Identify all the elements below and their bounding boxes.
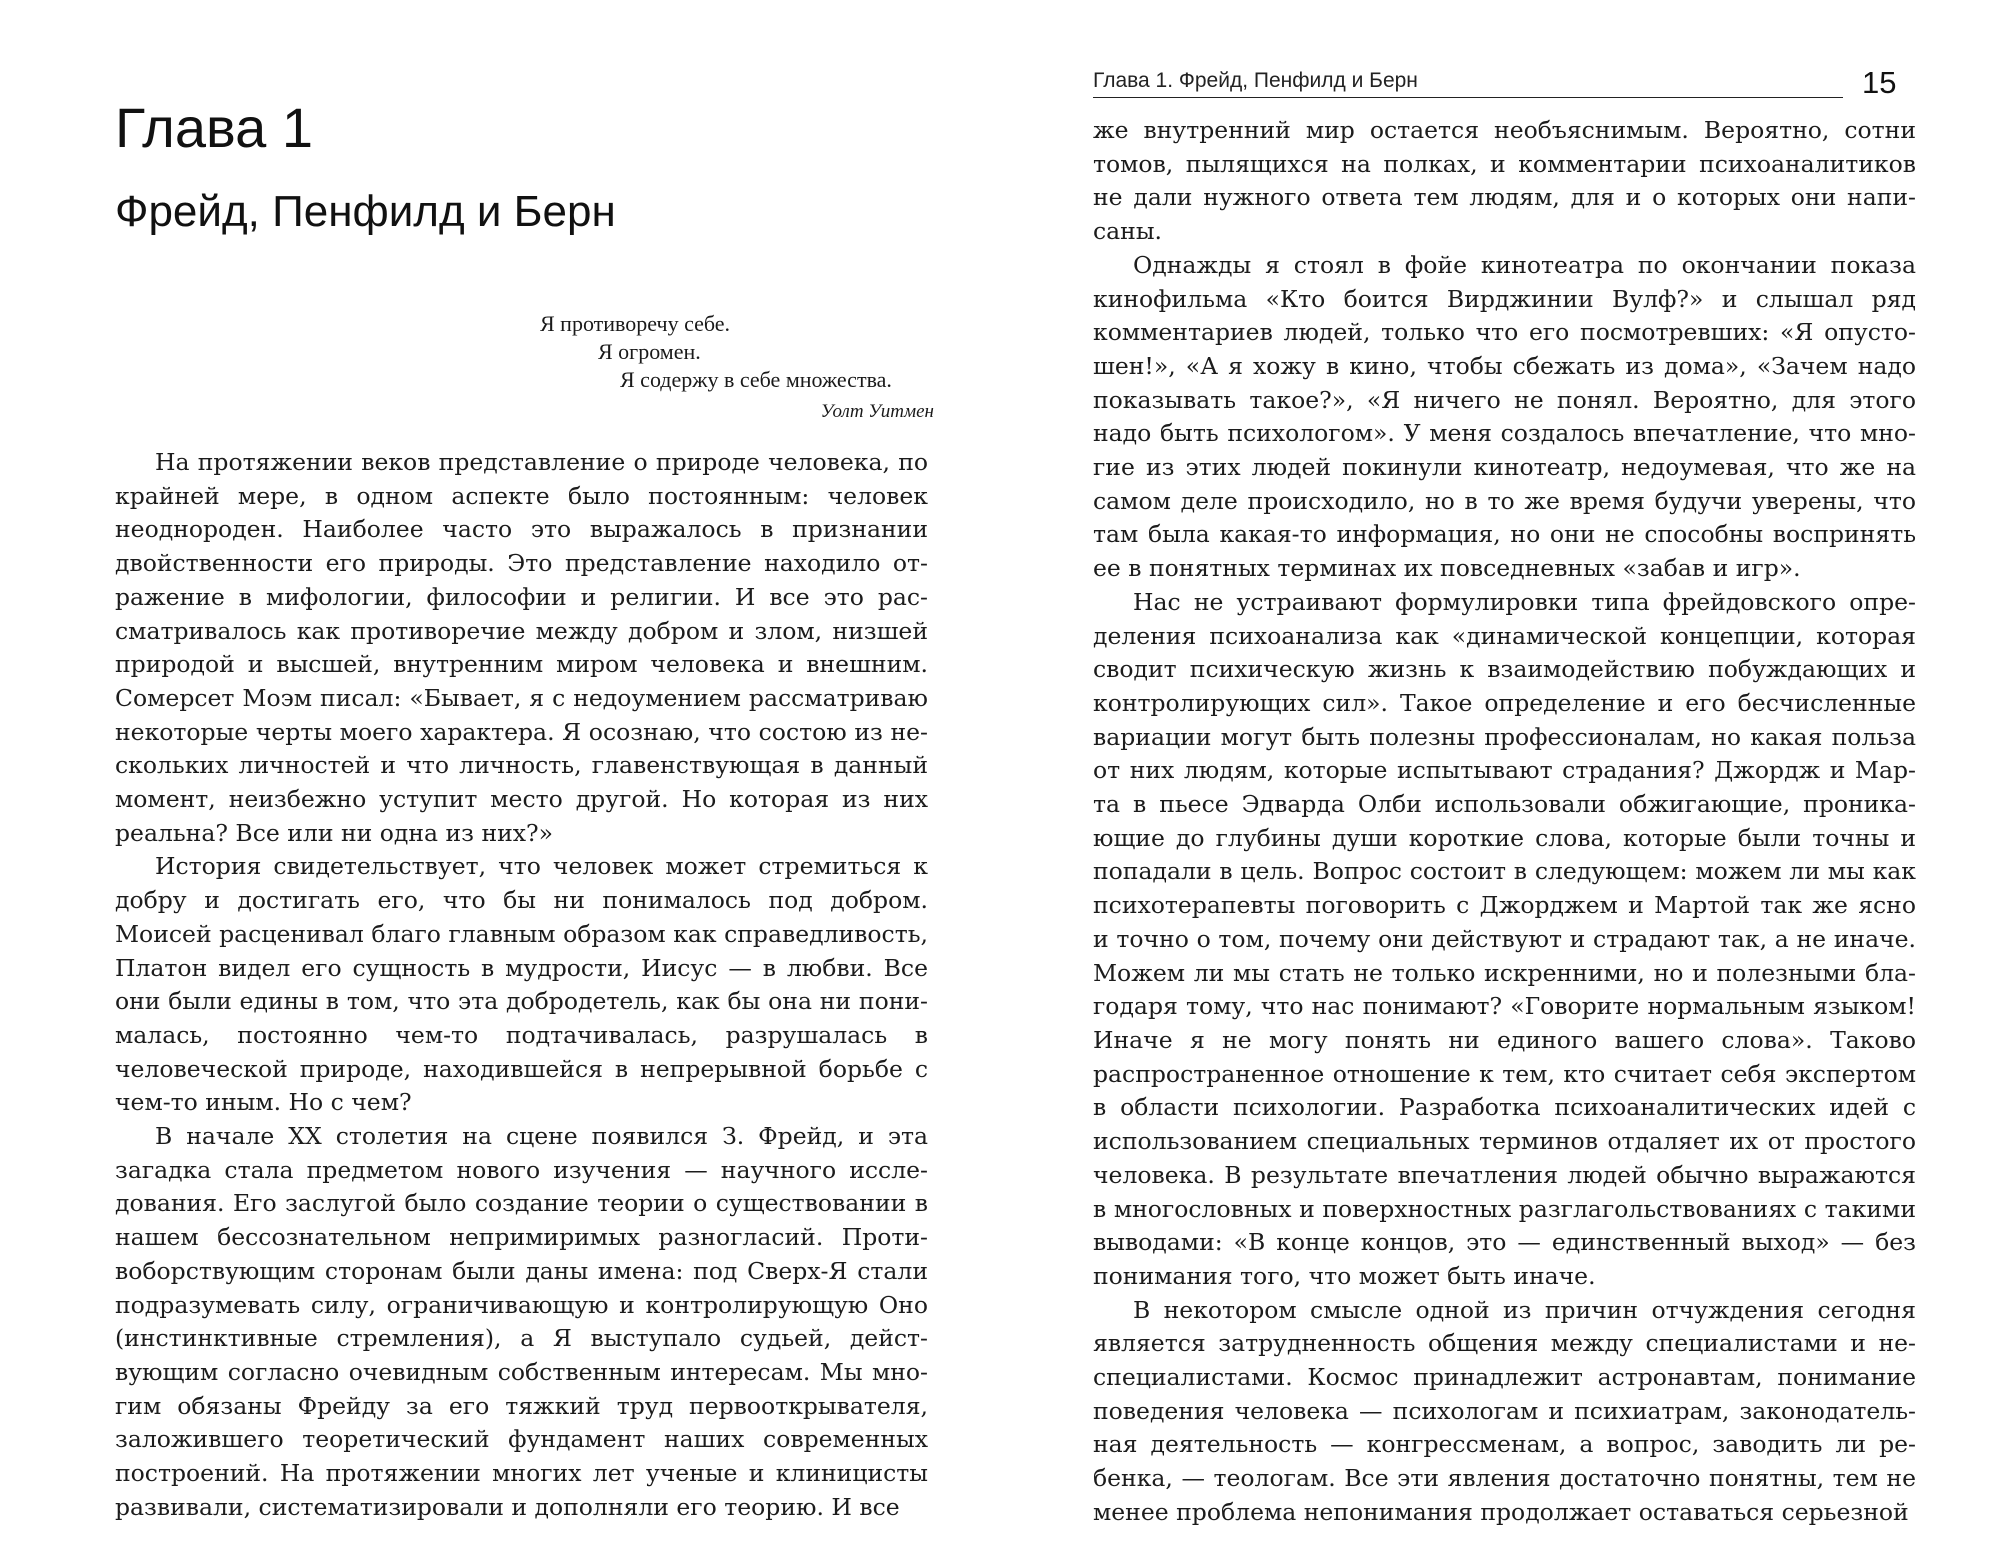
page-number: 15 <box>1862 65 1897 100</box>
paragraph: Нас не устраивают формулировки типа фрейдовского определения психоанализа как «динамической концепции, которая сводит психическую жизнь к взаимодействию побуждающих и контролирующих сил». Такое определение и его бесчисленные вариации могут быть полезны профессионалам, но какая польза от них людям, которые испытывают страдания? Джордж и Марта в пьесе Эдварда Олби использовали обжигающие, проникающие до глубины души короткие слова, которые были точны и попадали в цель. Вопрос состоит в следующем: можем ли мы как психотерапевты поговорить с Джорджем и Мартой так же ясно и точно о том, почему они действуют и страдают так, а не иначе. Можем ли мы стать не только искренними, но и полезными благодаря тому, что нас понимают? «Говорите нормальным языком! Иначе я не могу понять ни единого вашего слова». Таково распространенное отношение к тем, кто считает себя экспертом в области психологии. Разработка психоаналитических идей с использованием специальных терминов отдаляет их от простого человека. В результате впечатления людей обычно выражаются в многословных и поверхностных разглагольствованиях с такими выводами: «В конце концов, это — единственный выход» — без понимания того, что может быть иначе. <box>1093 587 1916 1290</box>
left-body-text <box>115 446 928 1525</box>
paragraph: В некотором смысле одной из причин отчуждения сегодня является затрудненность общения между специалистами и неспециалистами. Космос принадлежит астронавтам, понимание поведения человека — психологам и психиатрам, законодательная деятельность — конгрессменам, а вопрос, заводить ли ребенка, — теологам. Все эти явления достаточно понятны, тем не менее проблема непонимания продолжает оставаться серьезной <box>1093 1295 1916 1526</box>
right-page <box>1000 0 2000 1559</box>
epigraph-line: Я огромен. <box>598 339 701 364</box>
chapter-number: Глава 1 <box>115 96 313 159</box>
running-head: Глава 1. Фрейд, Пенфилд и Берн <box>1093 68 1843 98</box>
paragraph: На протяжении веков представление о природе человека, по крайней мере, в одном аспекте было постоянным: человек неоднороден. Наиболее часто это выражалось в признании двойственности его природы. Это представление находило отражение в мифологии, философии и религии. И все это рассматривалось как противоречие между добром и злом, низшей природой и высшей, внутренним миром человека и внешним. Сомерсет Моэм писал: «Бывает, я с недоумением рассматриваю некоторые черты моего характера. Я осознаю, что состою из нескольких личностей и что личность, главенствующая в данный момент, неизбежно уступит место другой. Но которая из них реальна? Все или ни одна из них?» <box>115 448 928 847</box>
epigraph-line: Я содержу в себе множества. <box>620 367 892 392</box>
epigraph-line: Я противоречу себе. <box>540 311 731 336</box>
epigraph-author: Уолт Уитмен <box>820 401 934 422</box>
paragraph: В начале XX столетия на сцене появился З. Фрейд, и эта загадка стала предметом нового изучения — научного исследования. Его заслугой было создание теории о существовании в нашем бессознательном непримиримых разногласий. Противоборствующим сторонам были даны имена: под Сверх-Я стали подразумевать силу, ограничивающую и контролирующую Оно (инстинктивные стремления), а Я выступало судьей, действующим согласно очевидным собственным интересам. Мы многим обязаны Фрейду за его тяжкий труд первооткрывателя, заложившего теоретический фундамент наших современных построений. На протяжении многих лет ученые и клиницисты развивали, систематизировали и дополняли его теорию. И все <box>115 1122 928 1521</box>
paragraph: Однажды я стоял в фойе кинотеатра по окончании показа кинофильма «Кто боится Вирджинии Вулф?» и слышал ряд комментариев людей, только что его посмотревших: «Я опустошен!», «А я хожу в кино, чтобы сбежать из дома», «Зачем надо показывать такое?», «Я ничего не понял. Вероятно, для этого надо быть психологом». У меня создалось впечатление, что многие из этих людей покинули кинотеатр, недоумевая, что же на самом деле происходило, но в то же время будучи уверены, что там была какая-то информация, но они не способны воспринять ее в понятных терминах их повседневных «забав и игр». <box>1093 250 1916 583</box>
paragraph: же внутренний мир остается необъяснимым. Вероятно, сотни томов, пылящихся на полках, и комментарии психоаналитиков не дали нужного ответа тем людям, для и о которых они написаны. <box>1093 116 1916 246</box>
paragraph: История свидетельствует, что человек может стремиться к добру и достигать его, что бы ни понималось под добром. Моисей расценивал благо главным образом как справедливость, Платон видел его сущность в мудрости, Иисус — в любви. Все они были едины в том, что эта добродетель, как бы она ни понималась, постоянно чем-то подтачивалась, разрушалась в человеческой природе, находившейся в непрерывной борьбе с чем-то иным. Но с чем? <box>115 852 928 1117</box>
right-body-text <box>1093 114 1916 1530</box>
epigraph <box>540 310 940 426</box>
chapter-title: Фрейд, Пенфилд и Берн <box>115 187 616 236</box>
